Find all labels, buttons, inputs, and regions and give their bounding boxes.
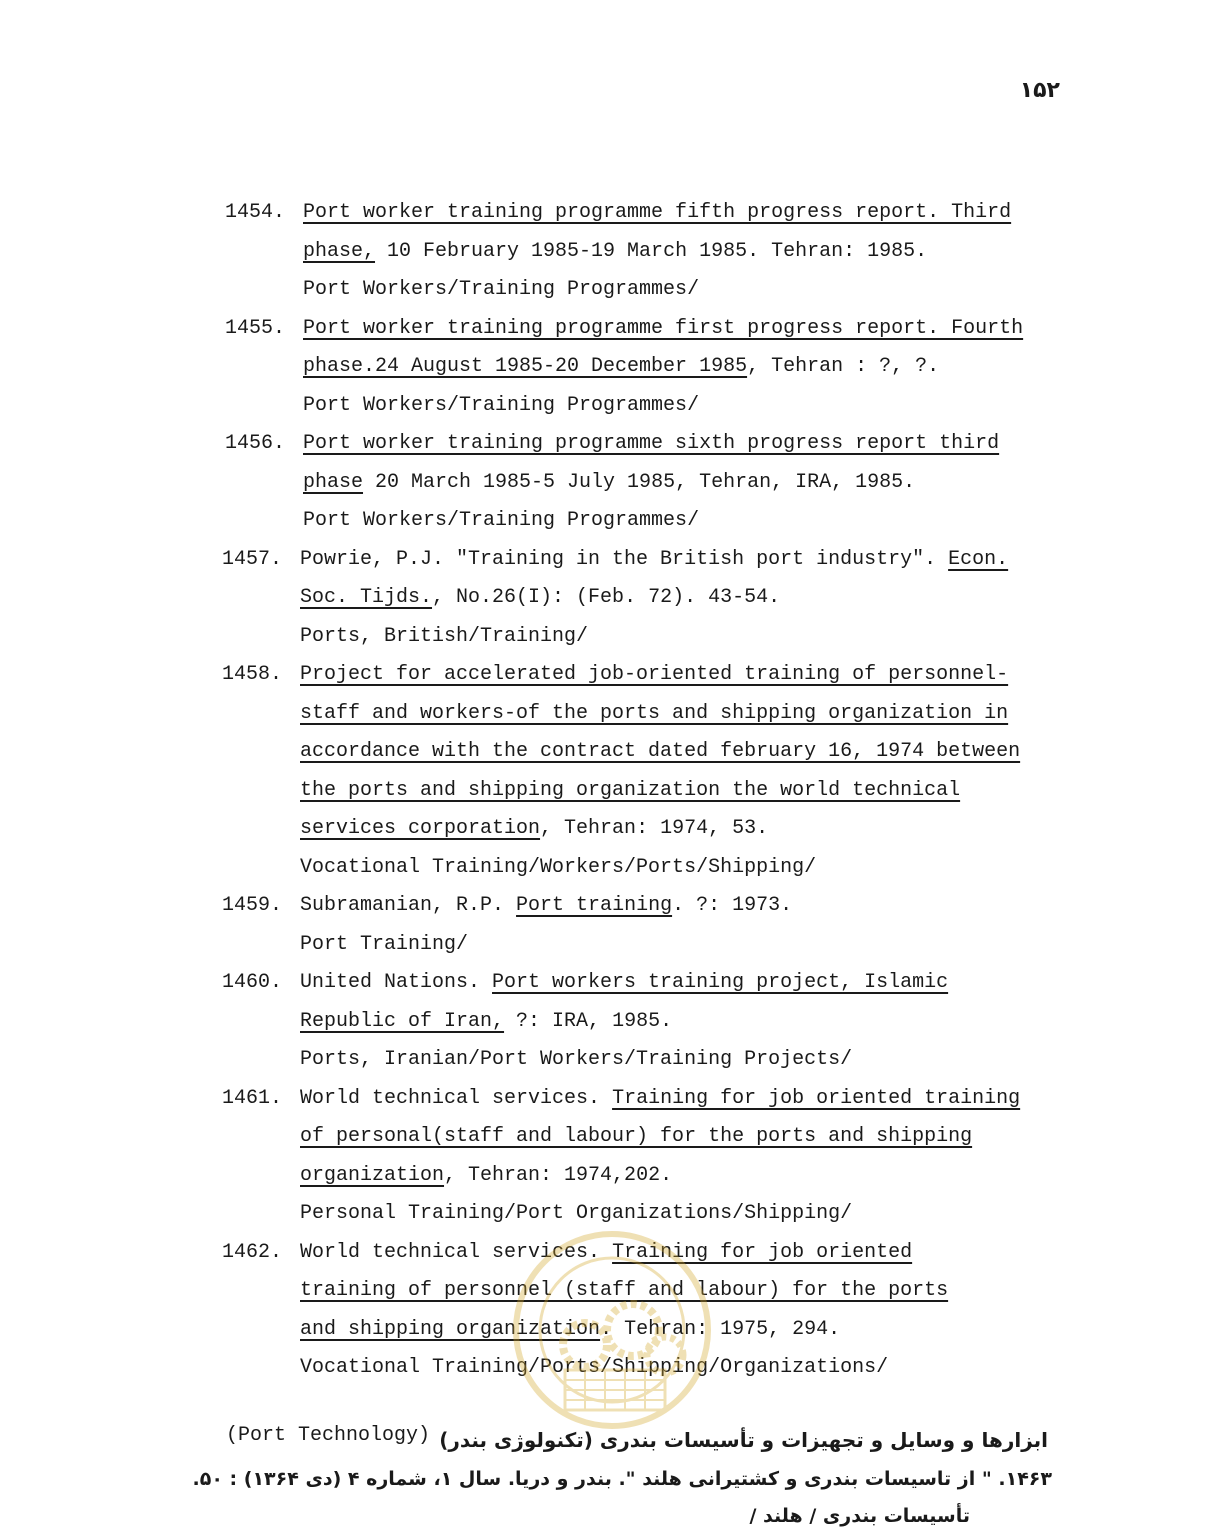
text-segment: World technical services.	[300, 1240, 613, 1264]
subject-headings: Port Training/	[300, 932, 469, 956]
subject-headings: Port Workers/Training Programmes/	[303, 509, 700, 532]
bibliography-entry	[222, 964, 1100, 1080]
bibliography-entry	[225, 194, 1103, 310]
citation-line	[303, 464, 1103, 503]
page-number: ۱۵۲	[1019, 78, 1060, 103]
title-segment: Training for job oriented	[612, 1240, 913, 1264]
title-segment: phase.24 August 1985-20 December 1985	[303, 355, 748, 378]
title-segment: phase,	[303, 239, 376, 263]
bibliography-entry	[222, 1234, 1100, 1388]
citation-line	[300, 1080, 1100, 1119]
section-heading-en: (Port Technology)	[226, 1424, 431, 1447]
title-segment: Training for job oriented training	[612, 1086, 1021, 1110]
citation-line	[300, 772, 1100, 811]
text-segment: . ?: 1973.	[672, 894, 793, 917]
entry-1463-fa: ۱۴۶۳. " از تاسیسات بندری و کشتیرانی هلند ". بندر و دریا. سال ۱، شماره ۴ (دی ۱۳۶۴) : ۵۰.	[192, 1468, 1052, 1490]
title-segment: Port workers training project, Islamic	[492, 971, 949, 994]
text-segment: Powrie, P.J. "Training in the British port industry".	[300, 547, 949, 571]
citation-line	[300, 1272, 1100, 1311]
text-segment: , No.26(I): (Feb. 72). 43-54.	[432, 586, 781, 609]
citation-line	[300, 733, 1100, 772]
citation-line	[300, 1311, 1100, 1350]
subject-headings: Port Workers/Training Programmes/	[303, 393, 700, 417]
citation-line	[300, 1118, 1100, 1157]
citation-line	[300, 887, 1100, 926]
citation-line	[300, 1157, 1100, 1196]
title-segment: Port worker training programme first progress report. Fourth	[303, 316, 1024, 340]
entry-number: 1462.	[222, 1240, 283, 1264]
citation-line	[303, 425, 1103, 464]
title-segment: Republic of Iran,	[300, 1009, 505, 1033]
text-segment: ?: IRA, 1985.	[504, 1009, 673, 1033]
entry-number: 1460.	[222, 971, 283, 994]
title-segment: Port training	[516, 894, 673, 917]
subject-headings: Personal Training/Port Organizations/Shipping/	[300, 1202, 853, 1225]
subject-headings: Ports, Iranian/Port Workers/Training Projects/	[300, 1048, 853, 1071]
citation-line	[300, 579, 1100, 618]
title-segment: organization	[300, 1163, 445, 1187]
text-segment: 10 February 1985-19 March 1985. Tehran: 1985.	[375, 239, 928, 263]
text-segment: , Tehran: 1974, 53.	[540, 817, 769, 840]
citation-line	[303, 348, 1103, 387]
title-segment: the ports and shipping organization the world technical	[300, 778, 961, 802]
text-segment: . Tehran: 1975, 294.	[600, 1317, 841, 1341]
bibliography-entry	[225, 425, 1103, 541]
bibliography-entry	[222, 1080, 1100, 1234]
section-heading-fa: ابزارها و وسایل و تجهیزات و تأسیسات بندری (تکنولوژی بندر)	[439, 1428, 1048, 1452]
citation-line	[303, 233, 1103, 272]
title-segment: phase	[303, 470, 364, 494]
title-segment: of personal(staff and labour) for the ports and shipping	[300, 1125, 973, 1148]
entry-1463-subject-fa: تأسیسات بندری / هلند /	[749, 1505, 970, 1527]
bibliography-entry	[222, 541, 1100, 657]
title-segment: training of personnel (staff and labour) for the ports	[300, 1279, 949, 1302]
title-segment: staff and workers-of the ports and shipping organization in	[300, 701, 1009, 725]
title-segment: accordance with the contract dated february 16, 1974 between	[300, 740, 1021, 763]
citation-line	[303, 194, 1103, 233]
text-segment: World technical services.	[300, 1086, 613, 1110]
citation-line	[300, 1003, 1100, 1042]
subject-headings: Vocational Training/Workers/Ports/Shipping/	[300, 855, 817, 879]
citation-line	[300, 810, 1100, 849]
entry-number: 1454.	[225, 201, 286, 224]
citation-line	[303, 310, 1103, 349]
bibliography-entry	[225, 310, 1103, 426]
title-segment: Econ.	[948, 547, 1009, 571]
text-segment: , Tehran: 1974,202.	[444, 1163, 673, 1187]
title-segment: Project for accelerated job-oriented training of personnel-	[300, 663, 1009, 686]
text-segment: 20 March 1985-5 July 1985, Tehran, IRA, 1985.	[363, 470, 916, 494]
entry-number: 1457.	[222, 547, 283, 571]
text-segment: , Tehran : ?, ?.	[747, 355, 940, 378]
subject-headings: Port Workers/Training Programmes/	[303, 278, 700, 301]
subject-headings: Ports, British/Training/	[300, 624, 589, 648]
entry-number: 1459.	[222, 894, 283, 917]
citation-line	[300, 964, 1100, 1003]
entry-number: 1461.	[222, 1086, 283, 1110]
title-segment: Port worker training programme fifth progress report. Third	[303, 201, 1012, 224]
bibliography-entries	[0, 194, 1228, 1388]
title-segment: Port worker training programme sixth progress report third	[303, 432, 1000, 455]
text-segment: United Nations.	[300, 971, 493, 994]
citation-line	[300, 695, 1100, 734]
bibliography-entry	[222, 887, 1100, 964]
title-segment: Soc. Tijds.	[300, 586, 433, 609]
subject-headings: Vocational Training/Ports/Shipping/Organizations/	[300, 1356, 889, 1379]
title-segment: and shipping organization	[300, 1317, 601, 1341]
citation-line	[300, 1234, 1100, 1273]
entry-number: 1455.	[225, 316, 286, 340]
entry-number: 1456.	[225, 432, 286, 455]
bibliography-entry	[222, 656, 1100, 887]
citation-line	[300, 656, 1100, 695]
citation-line	[300, 541, 1100, 580]
title-segment: services corporation	[300, 817, 541, 840]
text-segment: Subramanian, R.P.	[300, 894, 517, 917]
entry-number: 1458.	[222, 663, 283, 686]
